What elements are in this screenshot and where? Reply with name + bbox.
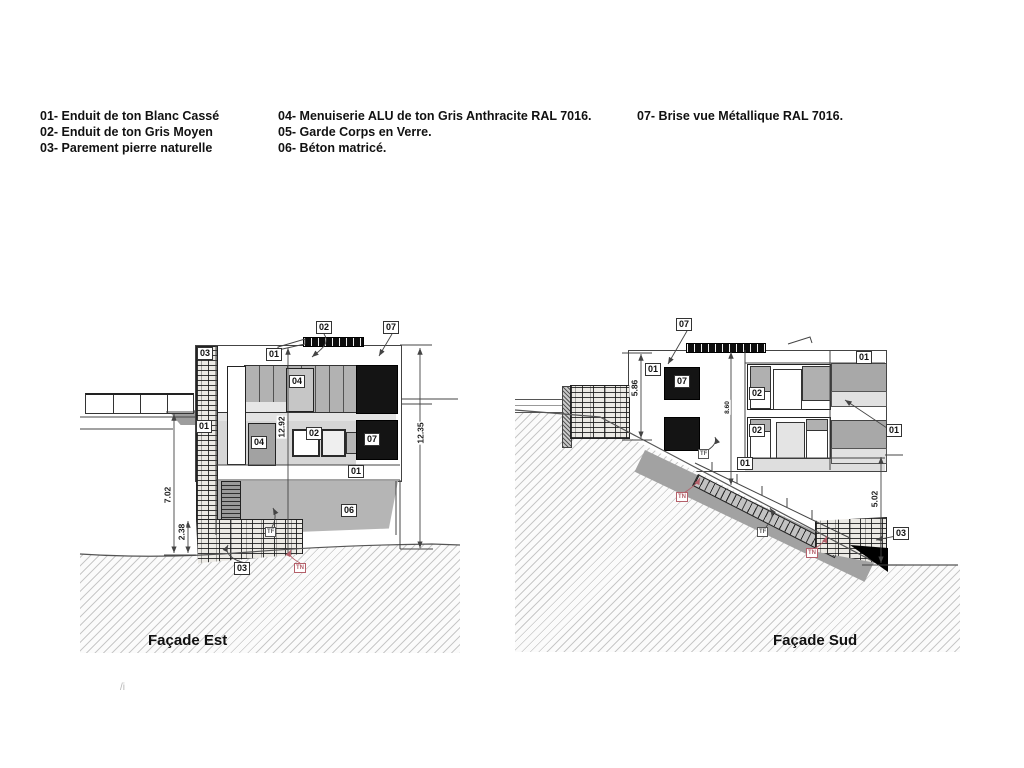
callout-04: 04 (251, 436, 267, 449)
est-solar-panel (303, 337, 364, 347)
facade-est-title: Façade Est (148, 632, 228, 649)
callout-02: 02 (316, 321, 332, 334)
callout-03: 03 (197, 347, 213, 360)
dim-upper-left: 7.02 (162, 486, 173, 504)
dim-left: 5.86 (629, 379, 640, 397)
sud-right-band-lower-dark (831, 420, 887, 450)
door-glass (773, 369, 802, 410)
sud-right-band-upper-light (831, 391, 887, 407)
callout-07: 07 (676, 318, 692, 331)
legend-item-04: 04- Menuiserie ALU de ton Gris Anthracite RAL 7016. (278, 109, 592, 123)
callout-07: 07 (383, 321, 399, 334)
dim-inner: 12.92 (276, 416, 287, 438)
callout-07: 07 (364, 433, 380, 446)
est-ground-hatch (80, 540, 460, 653)
footer-mark: /i (120, 682, 125, 693)
tag-tn: TN (296, 565, 304, 571)
callout-01: 01 (886, 424, 902, 437)
tag-tf: TF (700, 451, 708, 457)
railing-divider (113, 395, 114, 413)
sud-brise-vue-lower (664, 417, 700, 451)
callout-02: 02 (749, 387, 765, 400)
railing-divider (140, 395, 141, 413)
tag-tf: TF (267, 529, 275, 535)
legend-item-02: 02- Enduit de ton Gris Moyen (40, 125, 213, 139)
legend-column-3 (637, 108, 843, 124)
callout-01: 01 (737, 457, 753, 470)
tag-tn: TN (678, 494, 686, 500)
est-terrace-railing (85, 393, 194, 414)
facade-sud-title: Façade Sud (773, 632, 858, 649)
dim-total: 12.35 (415, 422, 426, 444)
callout-06: 06 (341, 504, 357, 517)
callout-03: 03 (893, 527, 909, 540)
est-stone-pier (196, 346, 218, 522)
sud-right-band-upper-dark (831, 363, 887, 393)
est-upper-brise-vue (356, 365, 398, 414)
callout-01: 01 (856, 351, 872, 364)
legend-item-03: 03- Parement pierre naturelle (40, 141, 213, 155)
legend-column-1 (40, 108, 219, 156)
dim-right: 5.02 (869, 490, 880, 508)
sud-stone-retaining-wall (570, 385, 630, 439)
est-lower-window-2 (321, 429, 346, 457)
legend-item-01: 01- Enduit de ton Blanc Cassé (40, 109, 220, 123)
callout-01: 01 (348, 465, 364, 478)
sud-solar-panel (686, 343, 766, 353)
legend-item-07: 07- Brise vue Métallique RAL 7016. (637, 109, 844, 123)
tag-tn: TN (808, 550, 816, 556)
callout-02: 02 (306, 427, 322, 440)
legend-column-2 (278, 108, 592, 156)
callout-01: 01 (645, 363, 661, 376)
legend-item-05: 05- Garde Corps en Verre. (278, 125, 432, 139)
window-sash (806, 430, 828, 459)
est-tall-window (227, 366, 246, 465)
dim-middle: 8.60 (723, 401, 731, 414)
sud-right-band-lower-light (831, 448, 887, 464)
callout-02: 02 (749, 424, 765, 437)
callout-01: 01 (196, 420, 212, 433)
callout-01: 01 (266, 348, 282, 361)
legend-item-06: 06- Béton matricé. (278, 141, 387, 155)
railing-divider (167, 395, 168, 413)
window-panel (802, 366, 831, 401)
callout-03: 03 (234, 562, 250, 575)
window-glass (776, 422, 805, 459)
callout-04: 04 (289, 375, 305, 388)
callout-07: 07 (674, 375, 690, 388)
dim-stone-height: 2.38 (176, 523, 187, 541)
tag-tf: TF (759, 529, 767, 535)
